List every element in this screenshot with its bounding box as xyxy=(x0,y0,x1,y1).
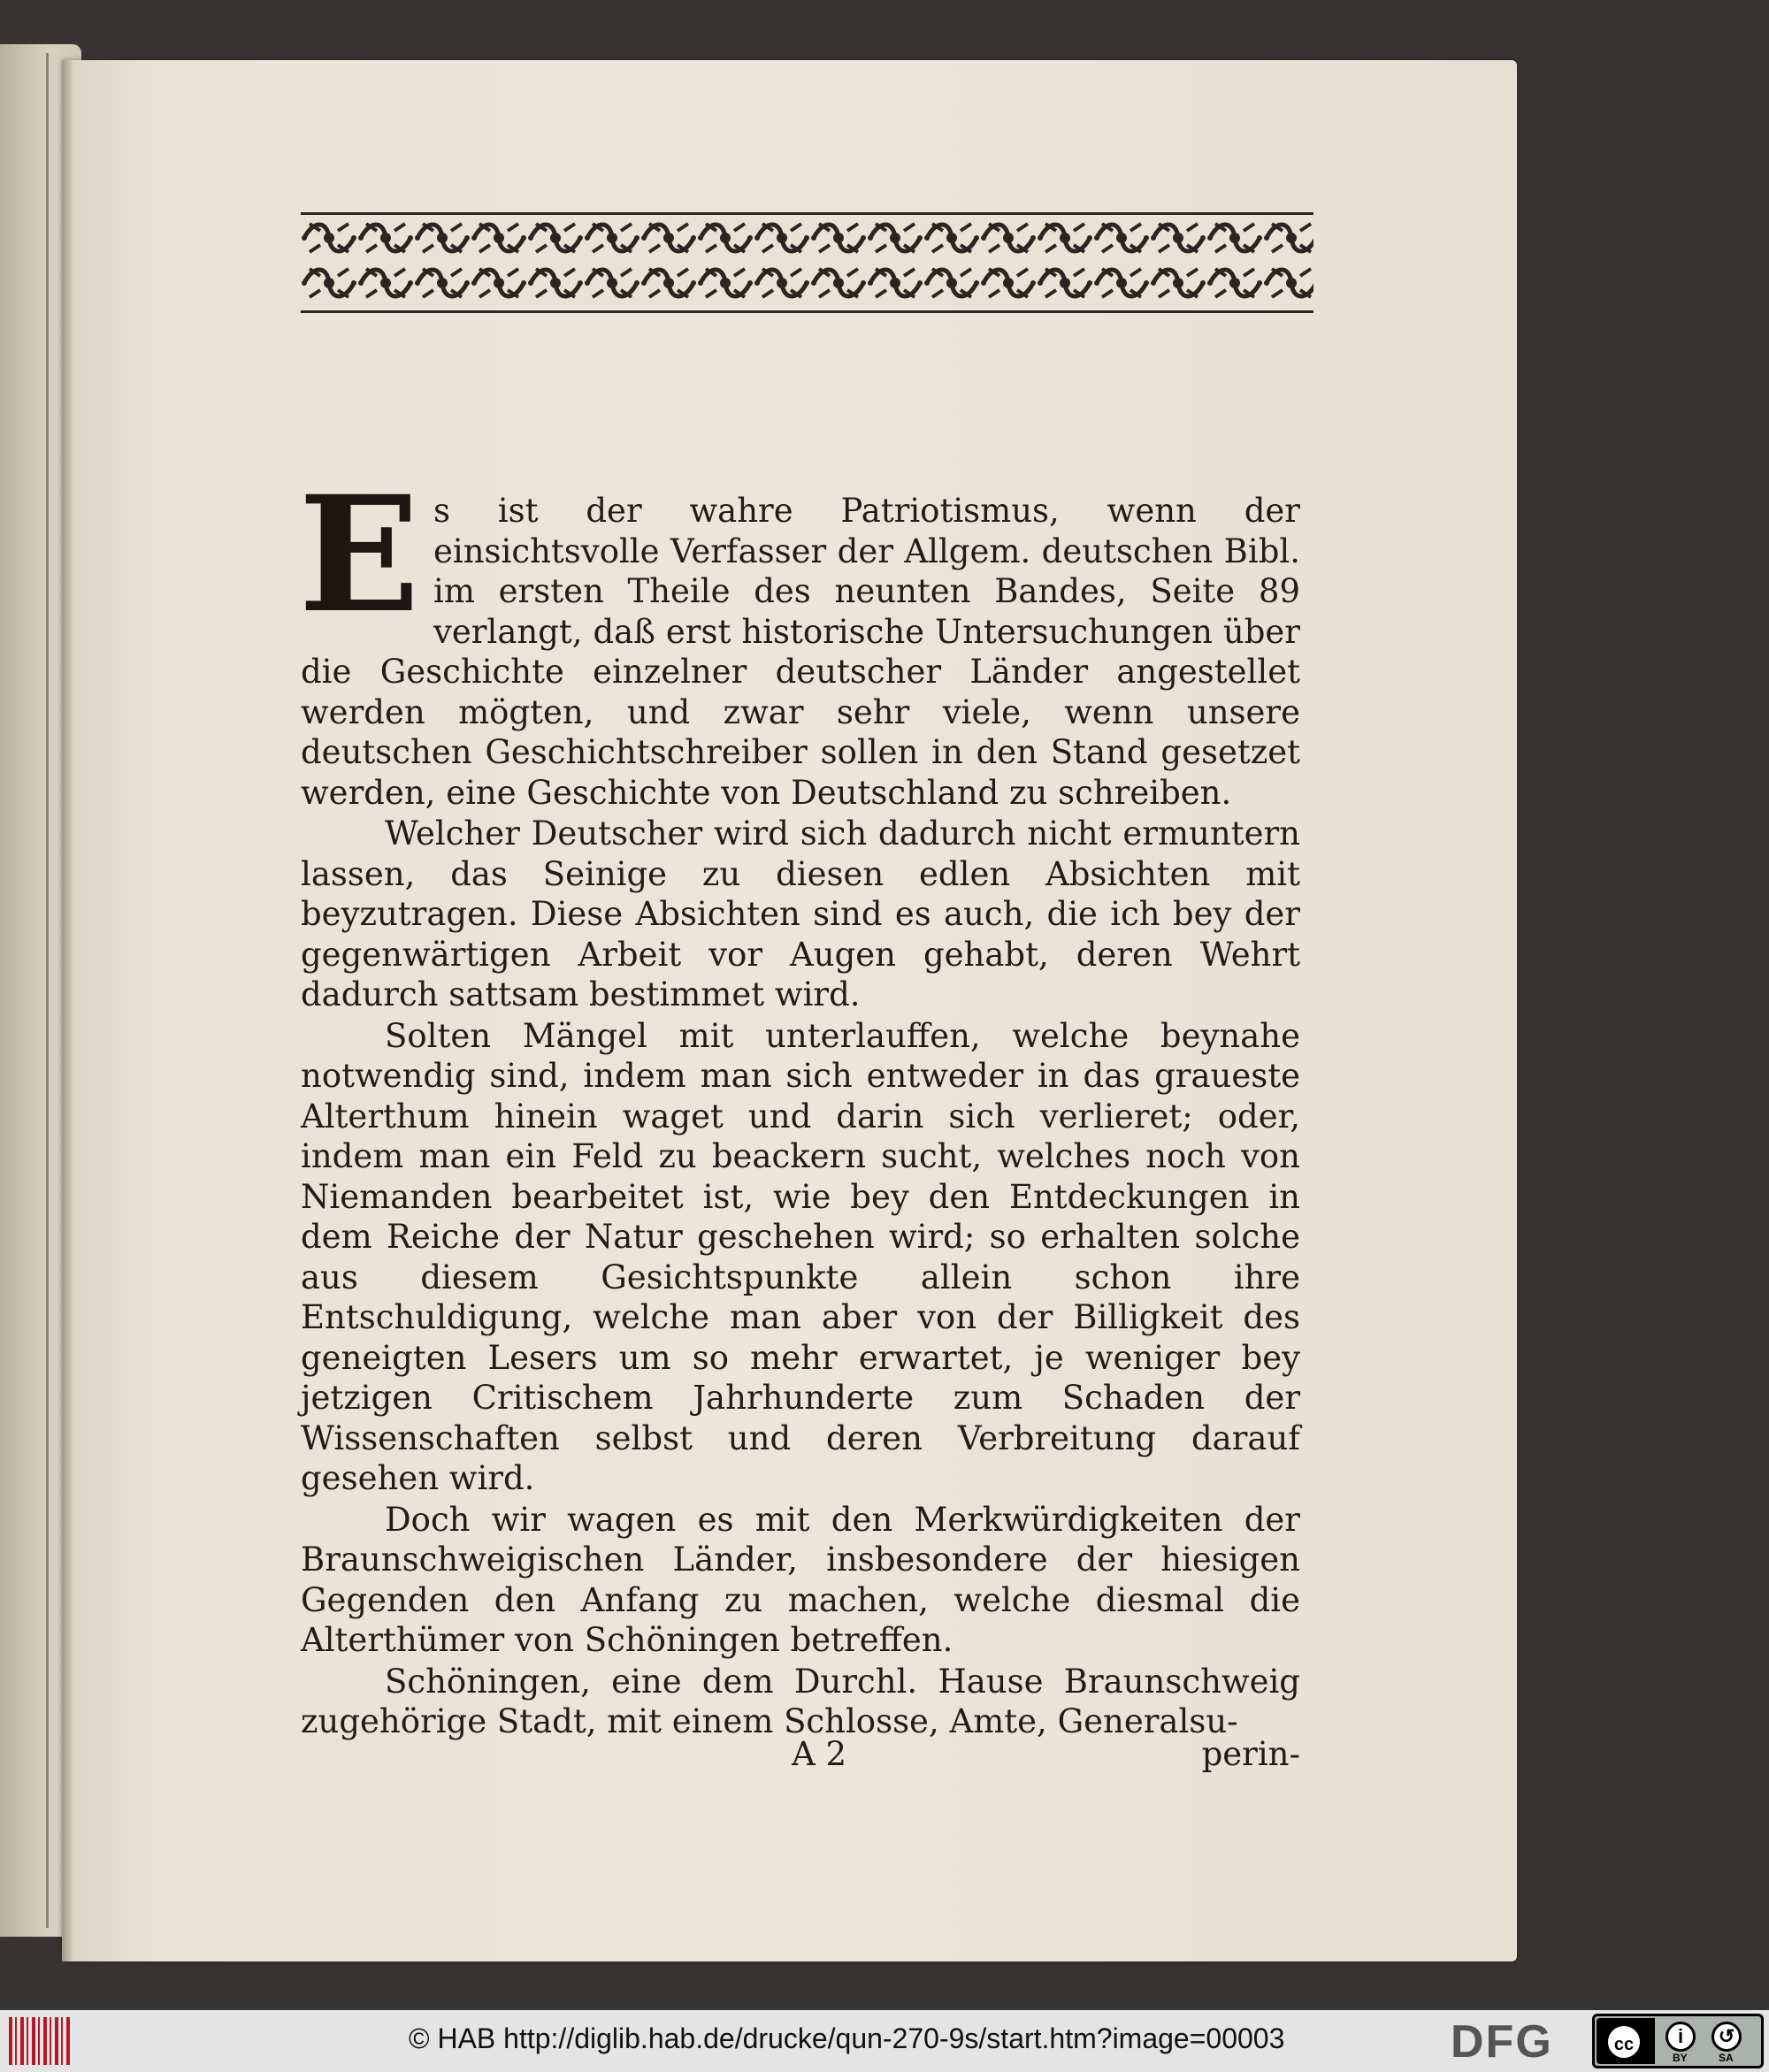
paragraph-2: Welcher Deutscher wird sich dadurch nicht ermuntern lassen, das Seinige zu diesen edlen Absichten mit beyzutragen. Diese Absichten sind es auch, die ich bey der gegenwärtigen Arbeit vor Augen gehabt, deren Wehrt dadurch sattsam bestimmet wird. xyxy=(301,814,1300,1013)
page-gutter xyxy=(62,60,73,1961)
ornament-pattern xyxy=(301,215,1313,305)
sa-share-alike-icon: ↺ xyxy=(1712,2022,1742,2052)
cc-by-label: BY xyxy=(1673,2052,1688,2064)
signature-mark: A 2 xyxy=(792,1735,847,1773)
paragraph-1-text: s ist der wahre Patriotismus, wenn der einsichtsvolle Verfasser der Allgem. deutschen Bibl. im ersten Theile des neunten Bandes, Seite 89 verlangt, daß erst historische Untersuchungen über die Geschichte einzelner deutscher Länder angestellet werden mögten, und zwar sehr viele, wenn unsere deutschen Geschichtschreiber sollen in den Stand gesetzet werden, eine Geschichte von Deutschland zu schreiben. xyxy=(301,492,1300,812)
attribution-bar xyxy=(0,2010,1769,2072)
drop-cap: E xyxy=(298,462,420,648)
previous-page-shadow xyxy=(46,53,49,1928)
paragraph-3: Solten Mängel mit unterlauffen, welche beynahe notwendig sind, indem man sich entweder in das graueste Alterthum hinein waget und darin sich verlieret; oder, indem man ein Feld zu beackern sucht, welches noch von Niemanden bearbeitet ist, wie bey den Entdeckungen in dem Reiche der Natur geschehen wird; so erhalten solche aus diesem Gesichtspunkte allein schon ihre Entschuldigung, welche man aber von der Billigkeit des geneigten Lesers um so mehr erwartet, je weniger bey jetzigen Critischem Jahrhunderte zum Schaden der Wissenschaften selbst und deren Verbreitung darauf gesehen wird. xyxy=(301,1016,1300,1497)
paragraph-5: Schöningen, eine dem Durchl. Hause Braunschweig zugehörige Stadt, mit einem Schlosse, Amte, Generalsu- xyxy=(301,1662,1300,1740)
cc-license-badge[interactable] xyxy=(1592,2014,1764,2068)
body-text xyxy=(298,462,1300,1743)
cc-sa-label: SA xyxy=(1719,2052,1734,2064)
cc-icon: cc xyxy=(1605,2023,1643,2061)
source-url-link[interactable]: © HAB http://diglib.hab.de/drucke/qun-270-9s/start.htm?image=00003 xyxy=(409,2022,1285,2054)
catchword: perin- xyxy=(1201,1735,1300,1773)
paragraph-1 xyxy=(298,462,1300,813)
cc-logo-block xyxy=(1597,2018,1655,2064)
page-footer xyxy=(301,1735,1300,1776)
ornament-border xyxy=(301,212,1313,313)
paragraph-4: Doch wir wagen es mit den Merkwürdigkeiten der Braunschweigischen Länder, insbesondere der hiesigen Gegenden den Anfang zu machen, welche diesmal die Alterthümer von Schöningen betreffen. xyxy=(301,1500,1300,1659)
hab-logo-icon[interactable] xyxy=(9,2017,71,2065)
by-attribution-icon: i xyxy=(1666,2022,1696,2052)
dfg-logo[interactable]: DFG xyxy=(1451,2016,1553,2068)
